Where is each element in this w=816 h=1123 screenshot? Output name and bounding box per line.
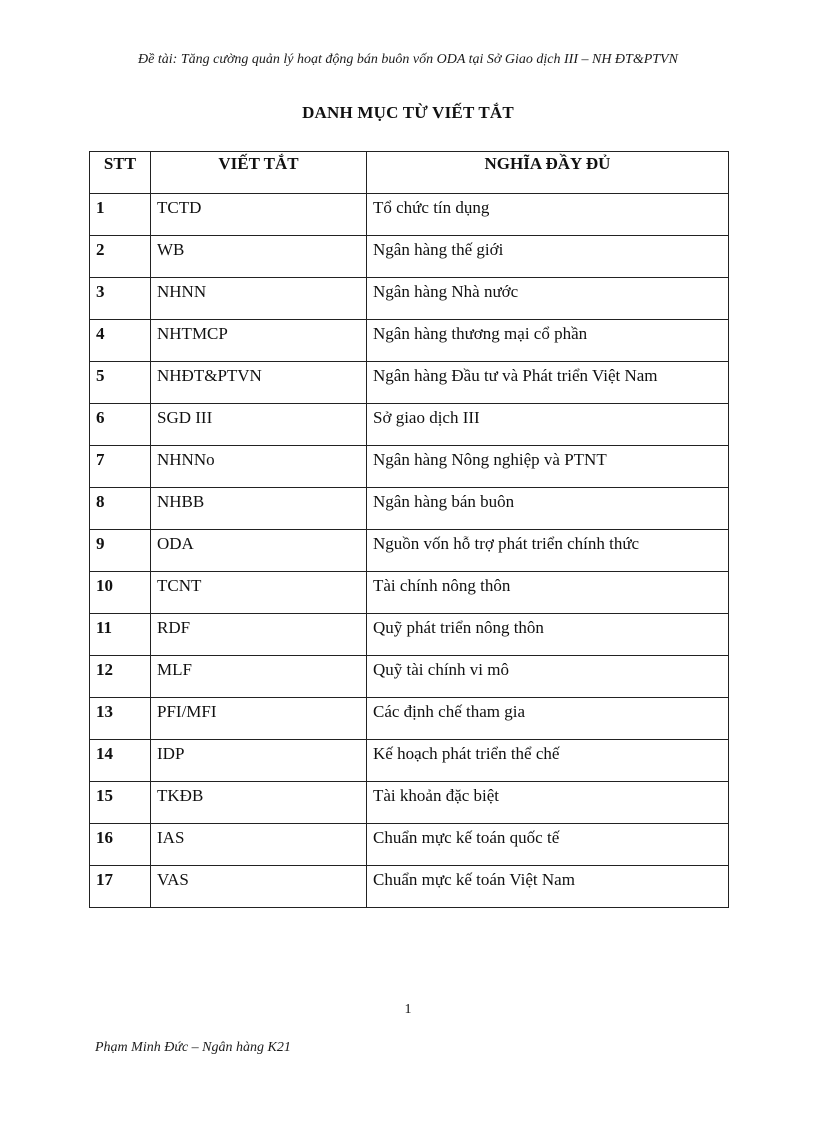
abbreviation-cell: NHĐT&PTVN [151,362,367,404]
table-row [90,824,729,866]
meaning-cell: Tài khoản đặc biệt [367,782,729,824]
abbreviation-cell: TCNT [151,572,367,614]
meaning-cell: Các định chế tham gia [367,698,729,740]
meaning-cell: Ngân hàng thế giới [367,236,729,278]
table-row [90,446,729,488]
row-number-cell: 16 [90,824,151,866]
row-number-cell: 1 [90,194,151,236]
row-number-cell: 5 [90,362,151,404]
row-number-cell: 13 [90,698,151,740]
row-number-cell: 11 [90,614,151,656]
table-row [90,236,729,278]
meaning-cell: Ngân hàng bán buôn [367,488,729,530]
table-row [90,572,729,614]
row-number-cell: 12 [90,656,151,698]
meaning-cell: Tổ chức tín dụng [367,194,729,236]
column-header-stt: STT [90,152,151,194]
abbreviation-cell: TKĐB [151,782,367,824]
table-row [90,866,729,908]
row-number-cell: 17 [90,866,151,908]
abbreviation-cell: TCTD [151,194,367,236]
abbreviation-cell: NHBB [151,488,367,530]
meaning-cell: Ngân hàng Đầu tư và Phát triển Việt Nam [367,362,729,404]
meaning-cell: Sở giao dịch III [367,404,729,446]
table-row [90,782,729,824]
table-header-row [90,152,729,194]
row-number-cell: 10 [90,572,151,614]
table-row [90,614,729,656]
meaning-cell: Ngân hàng Nông nghiệp và PTNT [367,446,729,488]
abbreviation-cell: SGD III [151,404,367,446]
abbreviation-cell: WB [151,236,367,278]
table-row [90,656,729,698]
meaning-cell: Chuẩn mực kế toán Việt Nam [367,866,729,908]
row-number-cell: 7 [90,446,151,488]
meaning-cell: Ngân hàng thương mại cổ phần [367,320,729,362]
meaning-cell: Chuẩn mực kế toán quốc tế [367,824,729,866]
meaning-cell: Tài chính nông thôn [367,572,729,614]
meaning-cell: Nguồn vốn hỗ trợ phát triển chính thức [367,530,729,572]
abbreviation-cell: IAS [151,824,367,866]
table-row [90,698,729,740]
table-row [90,740,729,782]
row-number-cell: 2 [90,236,151,278]
abbreviation-cell: VAS [151,866,367,908]
abbreviation-cell: NHTMCP [151,320,367,362]
table-row [90,530,729,572]
meaning-cell: Kế hoạch phát triển thể chế [367,740,729,782]
table-row [90,362,729,404]
table-row [90,278,729,320]
column-header-abbreviation: VIẾT TẮT [151,152,367,194]
table-row [90,404,729,446]
abbreviation-cell: IDP [151,740,367,782]
abbreviation-table [89,151,729,908]
abbreviation-cell: MLF [151,656,367,698]
row-number-cell: 4 [90,320,151,362]
row-number-cell: 15 [90,782,151,824]
row-number-cell: 14 [90,740,151,782]
abbreviation-cell: NHNNo [151,446,367,488]
abbreviation-cell: RDF [151,614,367,656]
table-row [90,194,729,236]
meaning-cell: Quỹ tài chính vi mô [367,656,729,698]
page-header: Đề tài: Tăng cường quản lý hoạt động bán buôn vốn ODA tại Sở Giao dịch III – NH ĐT&PTVN [138,52,678,67]
page-footer: Phạm Minh Đức – Ngân hàng K21 [95,1040,291,1055]
abbreviation-cell: PFI/MFI [151,698,367,740]
table-row [90,488,729,530]
page-number: 1 [404,1002,412,1017]
row-number-cell: 8 [90,488,151,530]
meaning-cell: Ngân hàng Nhà nước [367,278,729,320]
row-number-cell: 3 [90,278,151,320]
table-row [90,320,729,362]
abbreviation-cell: ODA [151,530,367,572]
row-number-cell: 6 [90,404,151,446]
abbreviation-cell: NHNN [151,278,367,320]
page-title: DANH MỤC TỪ VIẾT TẮT [302,103,514,122]
meaning-cell: Quỹ phát triển nông thôn [367,614,729,656]
column-header-meaning: NGHĨA ĐẦY ĐỦ [367,152,729,194]
row-number-cell: 9 [90,530,151,572]
table-body [90,194,729,908]
